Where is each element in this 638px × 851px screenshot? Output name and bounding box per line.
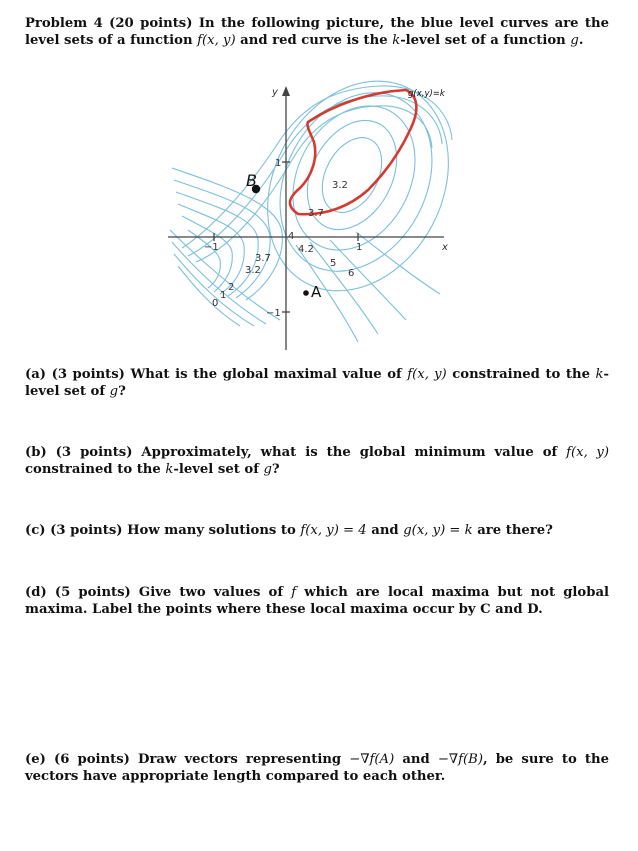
question-e-lead: (e) (6 points) Draw vectors representing [25, 752, 350, 767]
question-c-expression-1: f(x, y) = 4 [300, 523, 367, 538]
question-b-lead: (b) (3 points) Approximately, what is the global minimum value of [25, 445, 567, 460]
problem-end: . [578, 33, 584, 48]
question-c-lead: (c) (3 points) How many solutions to [25, 523, 301, 538]
x-tick-neg-label: −1 [204, 242, 219, 253]
level-label-5: 5 [330, 258, 337, 269]
question-d-lead: (d) (5 points) Give two values of [25, 585, 292, 600]
question-b [25, 444, 609, 478]
question-d-rest: which are local maxima but not global maxima. Label the points where these local maxima occur by C and D. [25, 585, 610, 617]
level-label-4: 4 [288, 231, 295, 242]
problem-lead: Problem 4 (20 points) In the following picture, the blue level curves are the level sets of a function [25, 16, 609, 48]
level-curve-right-3 [330, 240, 406, 320]
question-c [25, 522, 609, 539]
question-b-k: k [165, 462, 174, 477]
question-a-mid: constrained to the [446, 367, 596, 382]
level-label-6: 6 [348, 268, 355, 279]
question-a-g: g [109, 384, 119, 399]
f-expression: f(x, y) [197, 33, 236, 48]
x-axis-label: x [442, 242, 448, 253]
level-label-1: 1 [220, 290, 227, 301]
question-d-f: f [291, 585, 297, 600]
level-label-3-2-left: 3.2 [245, 265, 261, 276]
question-e-rest: , be sure to the vectors have appropriate length compared to each other. [25, 752, 609, 784]
y-tick-pos-label: 1 [275, 158, 282, 169]
question-a [25, 366, 609, 400]
constraint-label: g(x,y)=k [408, 89, 445, 99]
level-label-4-2: 4.2 [298, 244, 314, 255]
question-a-expression: f(x, y) [407, 367, 447, 382]
problem-mid: and red curve is the [235, 33, 393, 48]
question-a-end: ? [118, 384, 126, 399]
question-b-tail: -level set of [173, 462, 264, 477]
point-a-marker [303, 290, 309, 296]
level-label-3-7-left: 3.7 [255, 253, 271, 264]
question-e [25, 751, 609, 785]
level-curve-upper-3 [196, 106, 432, 262]
question-e-mid: and [394, 752, 438, 767]
question-e-expression-2: −∇f(B) [437, 752, 483, 767]
level-curves-figure [160, 80, 460, 355]
question-c-expression-2: g(x, y) = k [403, 523, 473, 538]
y-axis-label: y [272, 87, 278, 98]
level-curve-left-0 [172, 168, 282, 300]
question-b-g: g [263, 462, 272, 477]
level-curve-diag-4 [178, 266, 240, 326]
hill-ring-3 [269, 85, 439, 272]
question-a-k: k [595, 367, 604, 382]
point-b-label: B [246, 171, 257, 190]
problem-tail: -level set of a function [400, 33, 571, 48]
question-a-lead: (a) (3 points) What is the global maximal value of [25, 367, 408, 382]
g-symbol: g [570, 33, 579, 48]
level-label-2: 2 [228, 282, 235, 293]
question-a-tail: -level set of [25, 367, 610, 399]
question-b-end: ? [271, 462, 280, 477]
question-b-expression: f(x, y) [566, 445, 609, 460]
y-tick-neg-label: −1 [266, 308, 281, 319]
question-b-mid: constrained to the [25, 462, 166, 477]
question-c-end: are there? [472, 523, 553, 538]
level-label-3-2-top: 3.2 [332, 180, 348, 191]
level-curve-diag-2 [172, 242, 266, 324]
question-d [25, 584, 609, 618]
point-a-label: A [311, 283, 322, 301]
problem-statement [25, 15, 609, 49]
question-e-expression-1: −∇f(A) [349, 752, 395, 767]
y-axis-arrowhead [282, 86, 290, 96]
level-label-0: 0 [212, 298, 219, 309]
level-label-3-7-top: 3.7 [308, 208, 324, 219]
k-symbol: k [392, 33, 401, 48]
x-tick-pos-label: 1 [356, 242, 363, 253]
question-c-mid: and [366, 523, 404, 538]
level-curve-left-5 [188, 230, 220, 288]
hill-ring-5 [232, 80, 460, 323]
